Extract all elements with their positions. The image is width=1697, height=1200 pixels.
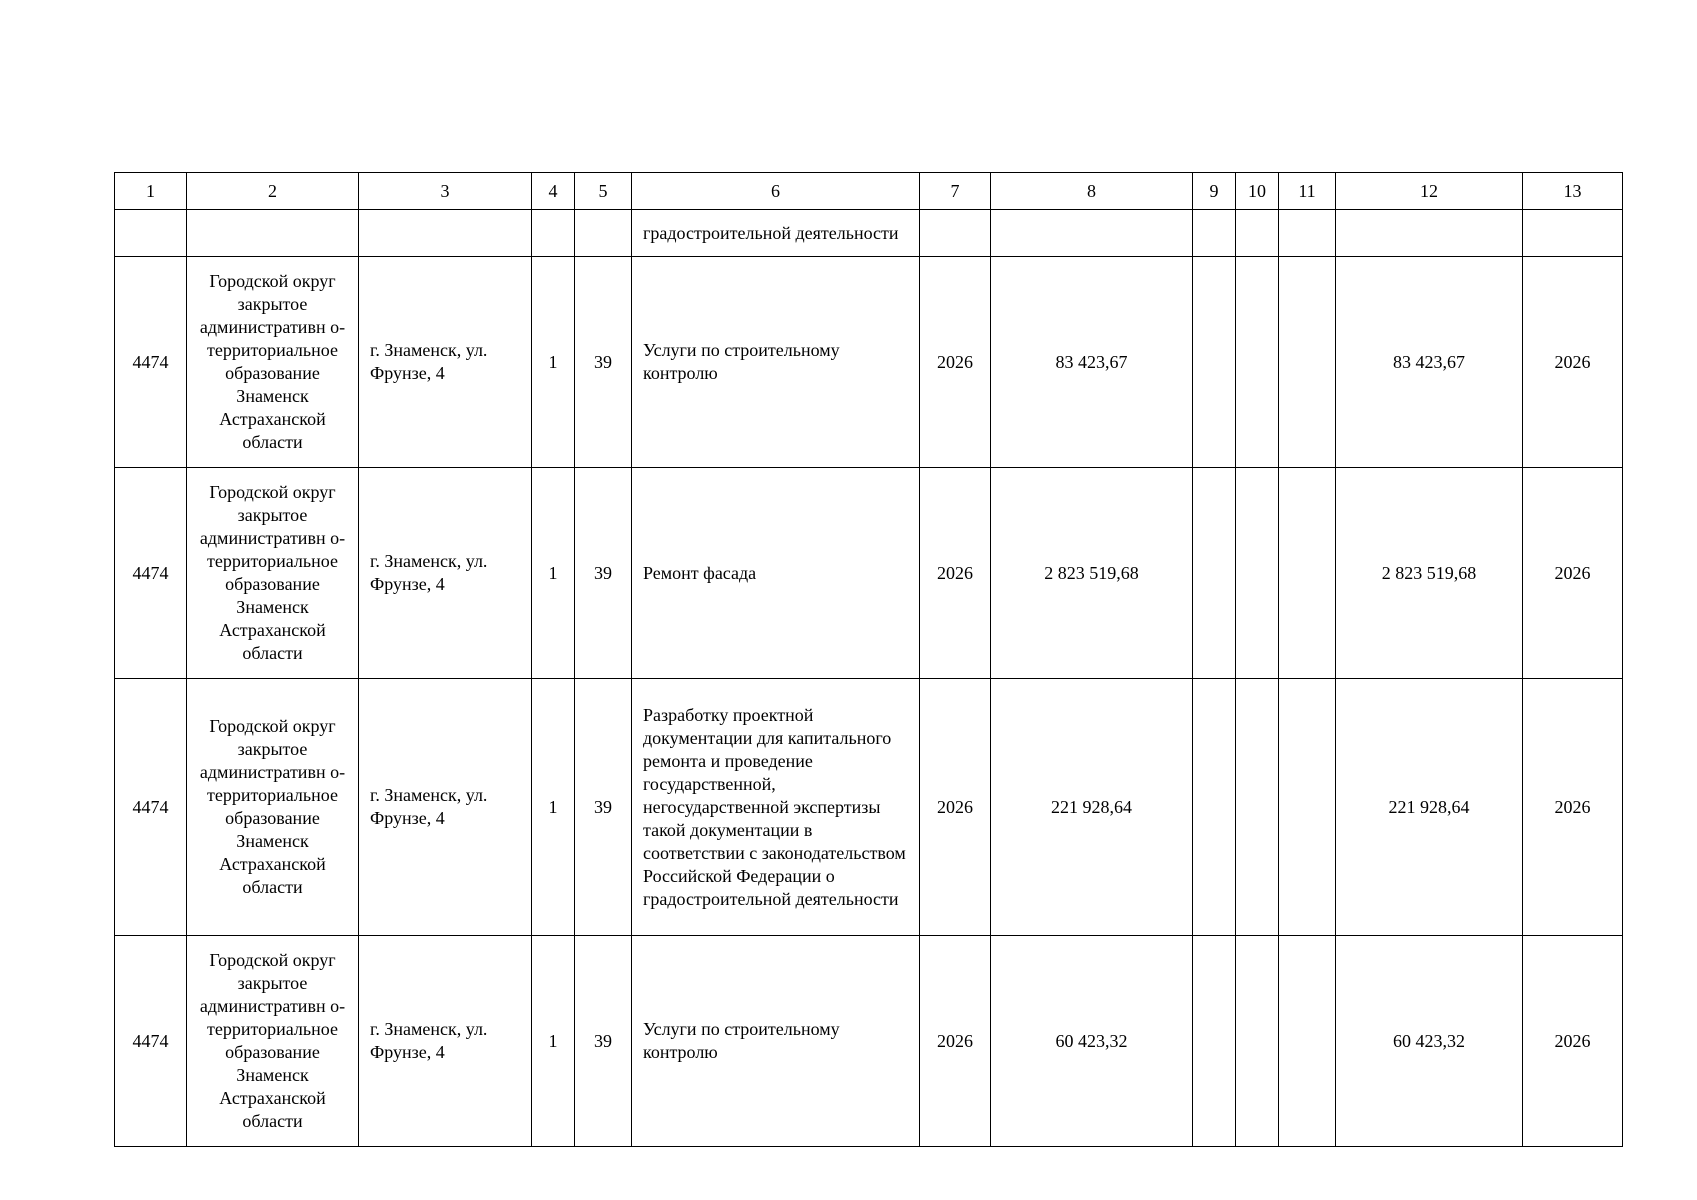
table-row [115, 679, 1623, 936]
address-cell: г. Знаменск, ул. Фрунзе, 4 [359, 257, 532, 468]
year-cell: 2026 [920, 936, 991, 1147]
column-header-13: 13 [1523, 173, 1623, 210]
column-12-cell: 2 823 519,68 [1336, 468, 1523, 679]
column-9-cell [1193, 257, 1236, 468]
column-13-cell: 2026 [1523, 468, 1623, 679]
column-header-6: 6 [632, 173, 920, 210]
column-11-cell [1279, 679, 1336, 936]
table-cell [1236, 210, 1279, 257]
municipality-cell: Городской округ закрытое административн о-территориальное образование Знаменск Астраханской области [187, 936, 359, 1147]
column-11-cell [1279, 468, 1336, 679]
document-page [114, 172, 1623, 1147]
table-cell [991, 210, 1193, 257]
column-header-4: 4 [532, 173, 575, 210]
table-cell [532, 210, 575, 257]
continuation-row [115, 210, 1623, 257]
cost-cell: 2 823 519,68 [991, 468, 1193, 679]
table-cell [187, 210, 359, 257]
year-cell: 2026 [920, 679, 991, 936]
column-5-cell: 39 [575, 936, 632, 1147]
municipality-cell: Городской округ закрытое административн о-территориальное образование Знаменск Астраханской области [187, 257, 359, 468]
table-cell [359, 210, 532, 257]
column-5-cell: 39 [575, 257, 632, 468]
column-header-11: 11 [1279, 173, 1336, 210]
table-cell [1279, 210, 1336, 257]
column-11-cell [1279, 936, 1336, 1147]
column-10-cell [1236, 936, 1279, 1147]
table-cell [1523, 210, 1623, 257]
address-cell: г. Знаменск, ул. Фрунзе, 4 [359, 468, 532, 679]
column-header-3: 3 [359, 173, 532, 210]
table-row [115, 936, 1623, 1147]
column-4-cell: 1 [532, 468, 575, 679]
column-header-12: 12 [1336, 173, 1523, 210]
column-4-cell: 1 [532, 679, 575, 936]
column-9-cell [1193, 679, 1236, 936]
column-10-cell [1236, 468, 1279, 679]
work-type-cell: Ремонт фасада [632, 468, 920, 679]
column-header-2: 2 [187, 173, 359, 210]
municipality-cell: Городской округ закрытое административн о-территориальное образование Знаменск Астраханской области [187, 468, 359, 679]
column-13-cell: 2026 [1523, 679, 1623, 936]
table-row [115, 257, 1623, 468]
table-row [115, 468, 1623, 679]
work-type-cell: Услуги по строительному контролю [632, 936, 920, 1147]
cost-cell: 83 423,67 [991, 257, 1193, 468]
work-type-cell: градостроительной деятельности [632, 210, 920, 257]
column-header-8: 8 [991, 173, 1193, 210]
work-type-cell: Разработку проектной документации для капитального ремонта и проведение государственной, негосударственной экспертизы такой документации в соответствии с законодательством Российской Федерации о градостроительной деятельности [632, 679, 920, 936]
year-cell: 2026 [920, 468, 991, 679]
column-13-cell: 2026 [1523, 936, 1623, 1147]
year-cell: 2026 [920, 257, 991, 468]
address-cell: г. Знаменск, ул. Фрунзе, 4 [359, 679, 532, 936]
row-number-cell: 4474 [115, 936, 187, 1147]
row-number-cell: 4474 [115, 679, 187, 936]
column-13-cell: 2026 [1523, 257, 1623, 468]
column-4-cell: 1 [532, 257, 575, 468]
cost-cell: 60 423,32 [991, 936, 1193, 1147]
table-cell [575, 210, 632, 257]
column-9-cell [1193, 468, 1236, 679]
column-header-10: 10 [1236, 173, 1279, 210]
column-header-5: 5 [575, 173, 632, 210]
column-12-cell: 83 423,67 [1336, 257, 1523, 468]
column-5-cell: 39 [575, 679, 632, 936]
address-cell: г. Знаменск, ул. Фрунзе, 4 [359, 936, 532, 1147]
column-4-cell: 1 [532, 936, 575, 1147]
row-number-cell: 4474 [115, 468, 187, 679]
column-5-cell: 39 [575, 468, 632, 679]
column-header-9: 9 [1193, 173, 1236, 210]
cost-cell: 221 928,64 [991, 679, 1193, 936]
column-12-cell: 60 423,32 [1336, 936, 1523, 1147]
column-11-cell [1279, 257, 1336, 468]
repair-plan-table [114, 172, 1623, 1147]
header-row [115, 173, 1623, 210]
table-cell [115, 210, 187, 257]
column-12-cell: 221 928,64 [1336, 679, 1523, 936]
table-cell [920, 210, 991, 257]
table-cell [1193, 210, 1236, 257]
municipality-cell: Городской округ закрытое административн о-территориальное образование Знаменск Астраханской области [187, 679, 359, 936]
column-10-cell [1236, 679, 1279, 936]
row-number-cell: 4474 [115, 257, 187, 468]
column-10-cell [1236, 257, 1279, 468]
table-cell [1336, 210, 1523, 257]
column-9-cell [1193, 936, 1236, 1147]
work-type-cell: Услуги по строительному контролю [632, 257, 920, 468]
column-header-7: 7 [920, 173, 991, 210]
column-header-1: 1 [115, 173, 187, 210]
